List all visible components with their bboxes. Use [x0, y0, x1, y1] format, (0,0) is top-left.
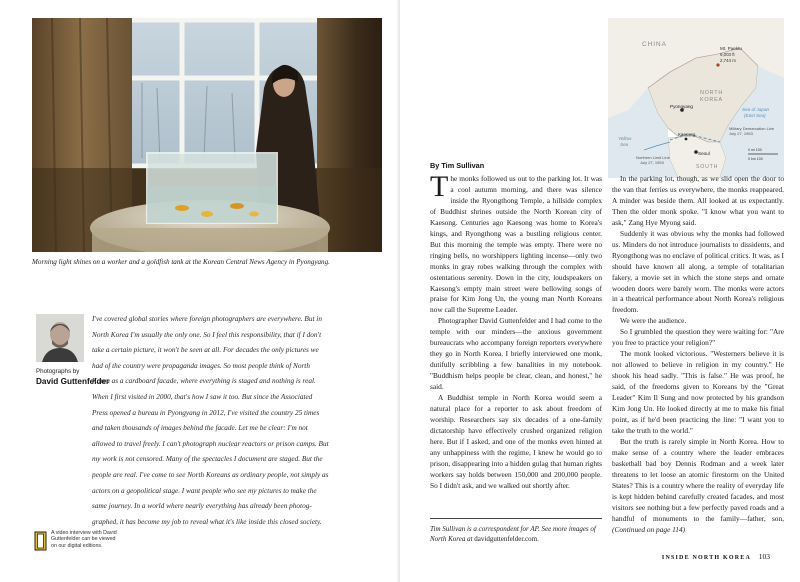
- digital-edition-icon: [34, 531, 47, 551]
- map-label-pyongyang: Pyongyang: [670, 104, 693, 109]
- photographs-by-label: Photographs by: [36, 368, 80, 375]
- map-label-dmz-1: Military Demarcation Line: [729, 126, 775, 131]
- essay-line: Press opened a bureau in Pyongyang in 2012, I've visited the country 25 times: [92, 408, 320, 417]
- author-note: [430, 524, 608, 544]
- video-interview-note: A video interview with David Guttenfelder can be viewed on our digital editions.: [51, 530, 117, 549]
- essay-line: actors on a geopolitical stage. I want people who see my pictures to make the: [92, 486, 317, 495]
- essay-line: take a certain picture, it won't be seen at all. For decades the only pictures we: [92, 346, 319, 355]
- map-label-nll-2: July 27, 1953: [640, 160, 664, 165]
- article-byline: By Tim Sullivan: [430, 161, 485, 170]
- paragraph: But the truth is rarely simple in North Korea. How to make sense of a country where the leader embraces basketball bad boy Dennis Rodman and a week later threatens to let loose an atomic firestorm on the United States? This is a country where the reality of everyday life is kept hidden behind carefully created facades, and most visitors see nothing but a few perfectly paved roads and a handful of monuments to the family—father, son,: [612, 436, 784, 523]
- essay-line: people are real. I've come to see North Koreans as ordinary people, not simply as: [92, 470, 329, 479]
- map-label-elevation-m: 2,744 m: [720, 58, 736, 63]
- map-label-nll-1: Northern Limit Line: [636, 155, 670, 160]
- map-label-elevation-ft: 9,003 ft: [720, 52, 735, 57]
- map-label-sea-west-1: Yellow: [618, 136, 632, 141]
- korea-map: [608, 18, 784, 178]
- essay-line: had of the country were propaganda images. So most people think of North: [92, 361, 310, 370]
- essay-line: my work is not censored. Many of the spectacles I document are staged. But the: [92, 455, 323, 464]
- map-label-dmz-2: July 27, 1953: [729, 131, 753, 136]
- map-scale-km: 0 km 100: [748, 157, 763, 161]
- paragraph: So I grumbled the question they were waiting for: "Are you free to practice your religion?": [612, 327, 784, 348]
- paragraph: A Buddhist temple in North Korea would seem a natural place for a reporter to ask about freedom of worship. Researchers say six decades of a one-family dictatorship have effectively crushed organized religion here. But if I asked, and one of the monks even hinted at any unhappiness with the regime, I knew he would go to prison, disappearing into a hidden gulag that human rights workers say holds between 150,000 and 200,000 people. So I didn't ask, and we walked out shortly after.: [430, 393, 602, 490]
- continued-note: (Continued on page 114): [612, 524, 686, 534]
- photo-caption: Morning light shines on a worker and a goldfish tank at the Korean Central News Agency in Pyongyang.: [32, 258, 330, 266]
- footnote-rule: [430, 518, 602, 519]
- article-column-1: [430, 170, 602, 492]
- essay-line: When I first visited in 2000, that's how I saw it too. But since the Associated: [92, 392, 313, 401]
- essay-line: Korea as a cardboard facade, where everything is staged and nothing is real.: [92, 377, 316, 386]
- photographer-name: David Guttenfelder: [36, 377, 110, 386]
- map-label-sea-east-2: (East Sea): [744, 113, 766, 118]
- paragraph: The monk looked victorious. "Westerners believe it is not allowed to believe in religion in my country." He shook his head sadly. "This is false." He was proof, he said, of the freedoms given to Koreans by the "Great Leader" Kim Il Sung and now protected by his grandson Kim Jong Un. He looked directly at me to make his final point, as if he'd been practicing the line: "I want you to take the truth to the world.": [612, 349, 784, 435]
- map-label-sea-west-2: Sea: [620, 142, 629, 147]
- map-label-sea-east-1: Sea of Japan: [742, 107, 770, 112]
- page-footer: [662, 552, 770, 561]
- photographer-essay: [92, 312, 350, 530]
- author-note-link[interactable]: davidguttenfelder.com.: [474, 535, 539, 544]
- map-label-kaesong: Kaesong: [678, 132, 696, 137]
- essay-line: same journey. In a world where nearly everything has already been photog-: [92, 502, 312, 511]
- paragraph: In the parking lot, though, as we slid open the door to the van that ferries us everywhere, the monks reappeared. A minder was beside them. All looked at us expectantly. Then the older monk spoke. "I know what you want to ask," Zang Hye Myong said.: [612, 174, 784, 227]
- map-label-seoul: Seoul: [698, 151, 710, 156]
- article-column-2: [612, 174, 784, 535]
- map-label-south: SOUTH: [696, 164, 719, 170]
- map-label-north: NORTH: [700, 90, 724, 96]
- author-note-text: Tim Sullivan is a correspondent for AP. See more images of North Korea at: [430, 525, 596, 544]
- page-number: 103: [758, 552, 770, 561]
- essay-line: allowed to travel freely. I can't photograph nuclear reactors or prison camps. But: [92, 439, 329, 448]
- paragraph: Suddenly it was obvious why the monks had followed us. Minders do not introduce journalists to dissidents, and Ryongthong was no enclave of political critics. It was, as I should have known all along, a temple of totalitarian fakery, a movie set in which the stone steps and ornate wooden doors were barely worn. The monks were actors in a theatrical performance about North Korea's religious freedom.: [612, 228, 784, 315]
- paragraph: We were the audience.: [620, 316, 687, 326]
- paragraph: he monks followed us out to the parking lot. It was a cool autumn morning, and there was silence inside the Ryongthong Temple, a hillside complex of Buddhist shrines outside the North Korean city of Kaesong. Centuries ago Kaesong was home to Korea's kings, and Ryongthong was a bustling religious center. But this morning the temple was empty. There were no ringing bells, no worshippers lighting incense—only two monks in gray robes walking through the complex with ostentatious serenity. Down in the city, loudspeakers on Kaesong's empty main street were bellowing songs of praise for Kim Jong Un, the young man North Koreans now call the Supreme Leader.: [430, 174, 602, 315]
- map-label-korea: KOREA: [700, 97, 723, 103]
- map-scale-mi: 0 mi 100: [748, 148, 762, 152]
- worker-goldfish-photo: [32, 18, 382, 252]
- essay-line: North Korea I'm usually the only one. So I feel this responsibility, that if I don't: [92, 330, 322, 339]
- essay-line: graphed, it has become my job to reveal what it's like inside this closed society.: [92, 517, 322, 526]
- map-label-mountain: Mt. Paektu: [720, 46, 742, 51]
- photographer-portrait: [36, 314, 84, 362]
- essay-line: and taken thousands of images behind the facade. Let me be clear: I'm not: [92, 424, 308, 433]
- map-label-china: CHINA: [642, 41, 667, 48]
- essay-line: I've covered global stories where foreign photographers are everywhere. But in: [92, 315, 322, 323]
- drop-cap: T: [430, 170, 449, 203]
- paragraph: Photographer David Guttenfelder and I had come to the temple with our minders—the anxious government bureaucrats who accompany foreign reporters everywhere they go in North Korea. I briefly interviewed one monk, dutifully scribbling a few banalities in my notebook. "Buddhism helps people be clear, clean, and honest," he said.: [430, 316, 602, 392]
- section-name: INSIDE NORTH KOREA: [661, 555, 751, 561]
